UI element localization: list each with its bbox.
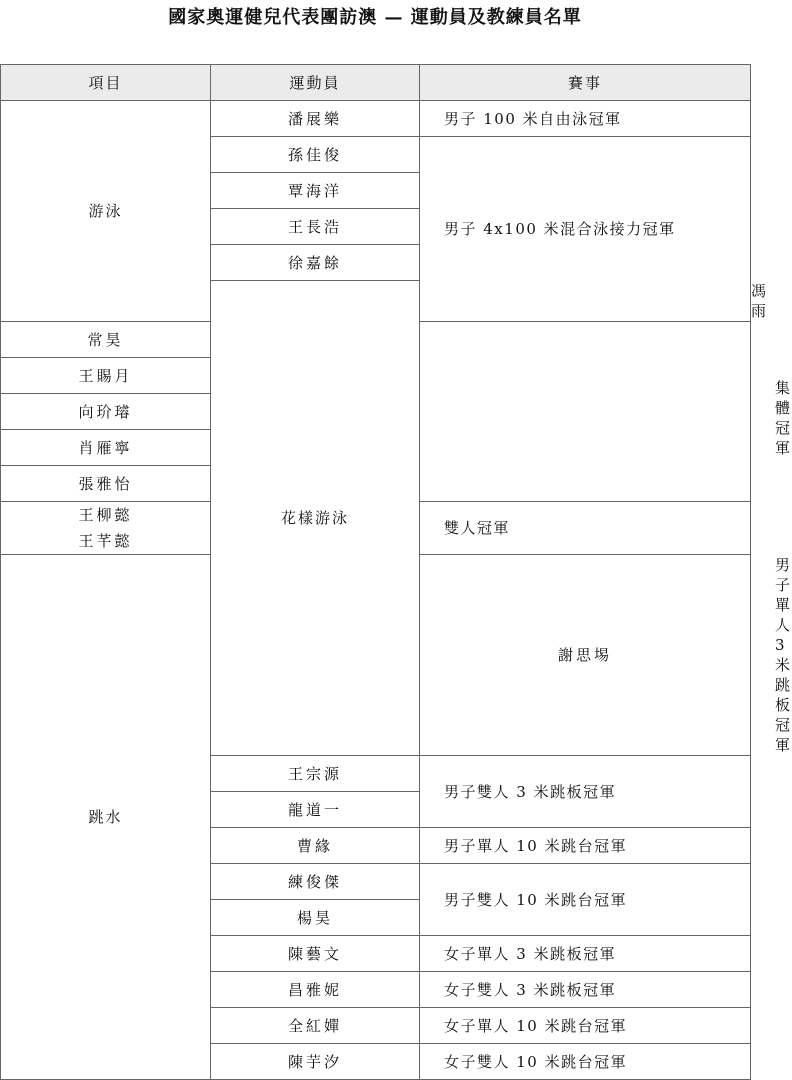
athlete-cell: 曹緣 <box>211 828 420 864</box>
athlete-name: 王芊懿 <box>78 532 133 550</box>
event-cell: 雙人冠軍 <box>420 502 751 555</box>
table-row: 跳水 謝思埸 男子單人 3 米跳板冠軍 <box>1 555 751 756</box>
athlete-name: 王柳懿 <box>78 506 133 524</box>
event-cell: 男子雙人 10 米跳台冠軍 <box>420 864 751 936</box>
event-cell: 男子雙人 3 米跳板冠軍 <box>420 756 751 828</box>
athlete-cell: 陳芋汐 <box>211 1044 420 1080</box>
athlete-cell: 昌雅妮 <box>211 972 420 1008</box>
event-cell: 女子單人 3 米跳板冠軍 <box>420 936 751 972</box>
athlete-cell: 王宗源 <box>211 756 420 792</box>
sport-cell-diving: 跳水 <box>1 555 211 1080</box>
roster-table <box>0 64 792 1080</box>
event-cell: 男子 100 米自由泳冠軍 <box>420 101 751 137</box>
athlete-cell: 楊昊 <box>211 900 420 936</box>
athlete-cell: 謝思埸 <box>420 555 751 756</box>
athlete-cell: 張雅怡 <box>1 466 211 502</box>
athlete-cell: 全紅嬋 <box>211 1008 420 1044</box>
table-row <box>1 101 751 137</box>
athlete-cell: 孫佳俊 <box>211 137 420 173</box>
sport-cell-swimming: 游泳 <box>1 101 211 322</box>
header-event: 賽事 <box>420 65 751 101</box>
header-athlete: 運動員 <box>211 65 420 101</box>
athlete-cell: 覃海洋 <box>211 173 420 209</box>
athlete-cell: 龍道一 <box>211 792 420 828</box>
athlete-cell: 王賜月 <box>1 358 211 394</box>
athlete-cell: 陳藝文 <box>211 936 420 972</box>
event-cell: 男子 4x100 米混合泳接力冠軍 <box>420 137 751 322</box>
event-cell: 女子雙人 10 米跳台冠軍 <box>420 1044 751 1080</box>
athlete-cell: 潘展樂 <box>211 101 420 137</box>
header-row <box>1 65 751 101</box>
athlete-cell: 常昊 <box>1 322 211 358</box>
athlete-cell: 向玠璿 <box>1 394 211 430</box>
athlete-pair-cell <box>1 502 211 555</box>
event-cell: 男子單人 10 米跳台冠軍 <box>420 828 751 864</box>
table-row: 花樣游泳 馮雨 集體冠軍 <box>1 281 751 322</box>
header-sport: 項目 <box>1 65 211 101</box>
page-title: 國家奧運健兒代表團訪澳 — 運動員及教練員名單 <box>168 7 582 28</box>
event-cell: 女子單人 10 米跳台冠軍 <box>420 1008 751 1044</box>
athlete-cell: 練俊傑 <box>211 864 420 900</box>
athlete-cell: 肖雁寧 <box>1 430 211 466</box>
event-cell: 女子雙人 3 米跳板冠軍 <box>420 972 751 1008</box>
athlete-cell: 徐嘉餘 <box>211 245 420 281</box>
athlete-cell: 王長浩 <box>211 209 420 245</box>
sport-cell-artistic-swimming: 花樣游泳 <box>211 281 420 756</box>
